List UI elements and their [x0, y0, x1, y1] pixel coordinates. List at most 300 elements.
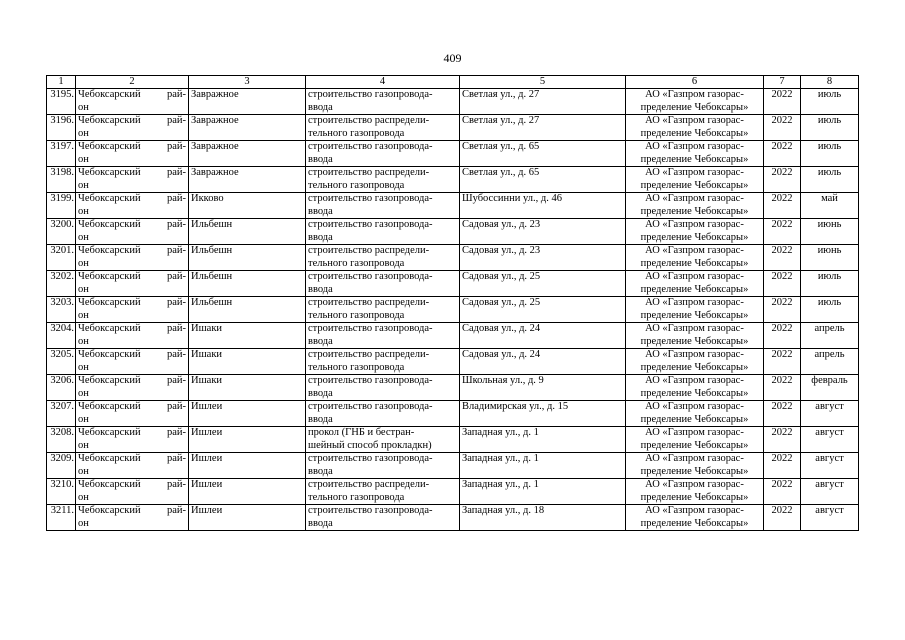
district-line	[78, 245, 186, 258]
column-header: 7	[764, 76, 801, 89]
district-word: рай-	[166, 115, 186, 126]
district-word: рай-	[166, 427, 186, 438]
district-cell	[76, 297, 189, 323]
table-row	[47, 115, 859, 141]
organization-line: пределение Чебоксары»	[640, 257, 749, 269]
table-row	[47, 89, 859, 115]
organization-cell	[626, 193, 764, 219]
locality-cell: Ильбешн	[189, 271, 306, 297]
locality-cell: Завражное	[189, 167, 306, 193]
work-type-line: тельного газопровода	[308, 361, 405, 373]
organization-cell	[626, 323, 764, 349]
locality-cell: Завражное	[189, 115, 306, 141]
address-cell: Школьная ул., д. 9	[460, 375, 626, 401]
organization-line: АО «Газпром газорас-	[645, 401, 744, 412]
year-cell: 2022	[764, 401, 801, 427]
work-type-line: строительство газопровода-	[308, 401, 433, 412]
locality-cell: Ильбешн	[189, 219, 306, 245]
table-body	[47, 76, 859, 531]
organization-cell	[626, 219, 764, 245]
year-cell: 2022	[764, 297, 801, 323]
district-line: он	[78, 361, 89, 373]
organization-line: АО «Газпром газорас-	[645, 89, 744, 100]
work-type-cell	[306, 141, 460, 167]
district-line: он	[78, 465, 89, 477]
organization-line: АО «Газпром газорас-	[645, 427, 744, 438]
work-type-line: ввода	[308, 465, 333, 477]
row-number-cell: 3207.	[47, 401, 76, 427]
locality-cell: Ишаки	[189, 323, 306, 349]
organization-line: пределение Чебоксары»	[640, 465, 749, 477]
district-word: рай-	[166, 271, 186, 282]
column-header: 8	[801, 76, 859, 89]
year-cell: 2022	[764, 115, 801, 141]
district-word: Чебоксарский	[78, 89, 141, 100]
month-cell: август	[801, 479, 859, 505]
work-type-line: шейный способ прокладкн)	[308, 439, 432, 451]
district-word: Чебоксарский	[78, 219, 141, 230]
district-line	[78, 453, 186, 466]
district-word: рай-	[166, 323, 186, 334]
year-cell: 2022	[764, 453, 801, 479]
organization-line: пределение Чебоксары»	[640, 413, 749, 425]
organization-line: АО «Газпром газорас-	[645, 219, 744, 230]
district-line	[78, 219, 186, 232]
work-type-cell	[306, 271, 460, 297]
district-word: рай-	[166, 505, 186, 516]
district-line: он	[78, 439, 89, 451]
month-cell: апрель	[801, 349, 859, 375]
organization-cell	[626, 349, 764, 375]
district-line	[78, 89, 186, 102]
district-line	[78, 193, 186, 206]
organization-line: пределение Чебоксары»	[640, 517, 749, 529]
address-cell: Светлая ул., д. 65	[460, 141, 626, 167]
table-row	[47, 141, 859, 167]
district-line: он	[78, 491, 89, 503]
district-word: Чебоксарский	[78, 453, 141, 464]
work-type-cell	[306, 375, 460, 401]
district-word: рай-	[166, 167, 186, 178]
organization-line: АО «Газпром газорас-	[645, 193, 744, 204]
organization-cell	[626, 453, 764, 479]
work-type-line: строительство распредели-	[308, 349, 430, 360]
organization-cell	[626, 427, 764, 453]
organization-line: АО «Газпром газорас-	[645, 349, 744, 360]
address-cell: Садовая ул., д. 25	[460, 297, 626, 323]
work-type-line: строительство распредели-	[308, 245, 430, 256]
month-cell: август	[801, 453, 859, 479]
organization-line: пределение Чебоксары»	[640, 361, 749, 373]
work-type-line: строительство распредели-	[308, 479, 430, 490]
organization-cell	[626, 375, 764, 401]
district-line	[78, 297, 186, 310]
work-type-line: строительство газопровода-	[308, 271, 433, 282]
district-cell	[76, 219, 189, 245]
district-word: Чебоксарский	[78, 401, 141, 412]
year-cell: 2022	[764, 505, 801, 531]
locality-cell: Ишаки	[189, 349, 306, 375]
work-type-line: ввода	[308, 101, 333, 113]
work-type-cell	[306, 427, 460, 453]
district-word: Чебоксарский	[78, 349, 141, 360]
district-line	[78, 271, 186, 284]
work-type-line: ввода	[308, 335, 333, 347]
district-cell	[76, 505, 189, 531]
table-row	[47, 427, 859, 453]
year-cell: 2022	[764, 271, 801, 297]
month-cell: июнь	[801, 219, 859, 245]
table-row	[47, 375, 859, 401]
organization-line: пределение Чебоксары»	[640, 387, 749, 399]
address-cell: Владимирская ул., д. 15	[460, 401, 626, 427]
row-number-cell: 3195.	[47, 89, 76, 115]
work-type-line: тельного газопровода	[308, 127, 405, 139]
month-cell: май	[801, 193, 859, 219]
locality-cell: Икково	[189, 193, 306, 219]
work-type-cell	[306, 401, 460, 427]
organization-line: пределение Чебоксары»	[640, 283, 749, 295]
year-cell: 2022	[764, 427, 801, 453]
organization-cell	[626, 167, 764, 193]
organization-line: пределение Чебоксары»	[640, 179, 749, 191]
district-line	[78, 401, 186, 414]
month-cell: июль	[801, 297, 859, 323]
work-type-line: тельного газопровода	[308, 179, 405, 191]
table-row	[47, 167, 859, 193]
work-type-line: строительство газопровода-	[308, 141, 433, 152]
address-cell: Светлая ул., д. 27	[460, 89, 626, 115]
month-cell: июль	[801, 141, 859, 167]
district-line: он	[78, 231, 89, 243]
month-cell: август	[801, 401, 859, 427]
table-row	[47, 479, 859, 505]
district-line: он	[78, 309, 89, 321]
district-line: он	[78, 153, 89, 165]
work-type-cell	[306, 245, 460, 271]
row-number-cell: 3206.	[47, 375, 76, 401]
row-number-cell: 3210.	[47, 479, 76, 505]
address-cell: Шубоссинни ул., д. 46	[460, 193, 626, 219]
work-type-line: ввода	[308, 283, 333, 295]
district-word: рай-	[166, 401, 186, 412]
locality-cell: Ишлеи	[189, 401, 306, 427]
locality-cell: Ишлеи	[189, 505, 306, 531]
district-word: рай-	[166, 297, 186, 308]
table-row	[47, 323, 859, 349]
year-cell: 2022	[764, 167, 801, 193]
work-type-line: ввода	[308, 413, 333, 425]
district-cell	[76, 115, 189, 141]
work-type-line: ввода	[308, 517, 333, 529]
table-row	[47, 297, 859, 323]
month-cell: июль	[801, 167, 859, 193]
organization-line: пределение Чебоксары»	[640, 439, 749, 451]
work-type-line: тельного газопровода	[308, 309, 405, 321]
work-type-line: ввода	[308, 153, 333, 165]
column-header: 4	[306, 76, 460, 89]
table-row	[47, 193, 859, 219]
row-number-cell: 3200.	[47, 219, 76, 245]
district-cell	[76, 271, 189, 297]
district-word: рай-	[166, 219, 186, 230]
district-word: Чебоксарский	[78, 245, 141, 256]
work-type-line: тельного газопровода	[308, 257, 405, 269]
year-cell: 2022	[764, 89, 801, 115]
work-type-line: тельного газопровода	[308, 491, 405, 503]
district-cell	[76, 453, 189, 479]
district-cell	[76, 349, 189, 375]
month-cell: август	[801, 505, 859, 531]
table-row	[47, 219, 859, 245]
month-cell: апрель	[801, 323, 859, 349]
organization-cell	[626, 115, 764, 141]
organization-line: пределение Чебоксары»	[640, 153, 749, 165]
address-cell: Садовая ул., д. 24	[460, 323, 626, 349]
work-type-line: строительство распредели-	[308, 167, 430, 178]
district-word: Чебоксарский	[78, 167, 141, 178]
district-word: рай-	[166, 479, 186, 490]
month-cell: август	[801, 427, 859, 453]
district-line: он	[78, 101, 89, 113]
year-cell: 2022	[764, 375, 801, 401]
district-line: он	[78, 179, 89, 191]
row-number-cell: 3209.	[47, 453, 76, 479]
work-type-line: прокол (ГНБ и бестран-	[308, 427, 415, 438]
district-line: он	[78, 335, 89, 347]
district-word: рай-	[166, 375, 186, 386]
district-line	[78, 375, 186, 388]
row-number-cell: 3201.	[47, 245, 76, 271]
organization-line: пределение Чебоксары»	[640, 205, 749, 217]
work-type-line: строительство газопровода-	[308, 453, 433, 464]
month-cell: июнь	[801, 245, 859, 271]
organization-cell	[626, 271, 764, 297]
address-cell: Садовая ул., д. 23	[460, 245, 626, 271]
district-word: Чебоксарский	[78, 141, 141, 152]
district-word: рай-	[166, 453, 186, 464]
work-type-line: строительство газопровода-	[308, 89, 433, 100]
organization-line: АО «Газпром газорас-	[645, 245, 744, 256]
register-table	[46, 75, 859, 531]
work-type-line: строительство распредели-	[308, 115, 430, 126]
row-number-cell: 3208.	[47, 427, 76, 453]
table-row	[47, 271, 859, 297]
organization-line: АО «Газпром газорас-	[645, 323, 744, 334]
year-cell: 2022	[764, 245, 801, 271]
work-type-line: строительство газопровода-	[308, 323, 433, 334]
work-type-cell	[306, 115, 460, 141]
district-line	[78, 349, 186, 362]
work-type-line: ввода	[308, 205, 333, 217]
address-cell: Садовая ул., д. 25	[460, 271, 626, 297]
work-type-line: ввода	[308, 387, 333, 399]
district-word: рай-	[166, 89, 186, 100]
district-word: рай-	[166, 193, 186, 204]
organization-line: АО «Газпром газорас-	[645, 167, 744, 178]
organization-cell	[626, 141, 764, 167]
locality-cell: Ишлеи	[189, 453, 306, 479]
organization-line: АО «Газпром газорас-	[645, 297, 744, 308]
district-word: рай-	[166, 245, 186, 256]
year-cell: 2022	[764, 219, 801, 245]
address-cell: Западная ул., д. 1	[460, 427, 626, 453]
address-cell: Светлая ул., д. 27	[460, 115, 626, 141]
year-cell: 2022	[764, 141, 801, 167]
district-cell	[76, 375, 189, 401]
district-word: Чебоксарский	[78, 505, 141, 516]
organization-line: АО «Газпром газорас-	[645, 271, 744, 282]
district-line	[78, 427, 186, 440]
work-type-cell	[306, 89, 460, 115]
organization-line: пределение Чебоксары»	[640, 127, 749, 139]
organization-line: пределение Чебоксары»	[640, 231, 749, 243]
district-cell	[76, 245, 189, 271]
district-line: он	[78, 387, 89, 399]
address-cell: Светлая ул., д. 65	[460, 167, 626, 193]
work-type-line: строительство распредели-	[308, 297, 430, 308]
district-word: Чебоксарский	[78, 427, 141, 438]
table-row	[47, 349, 859, 375]
work-type-cell	[306, 505, 460, 531]
district-line	[78, 115, 186, 128]
locality-cell: Завражное	[189, 89, 306, 115]
month-cell: июль	[801, 115, 859, 141]
organization-cell	[626, 297, 764, 323]
district-line: он	[78, 283, 89, 295]
work-type-cell	[306, 167, 460, 193]
work-type-line: строительство газопровода-	[308, 193, 433, 204]
district-cell	[76, 323, 189, 349]
locality-cell: Завражное	[189, 141, 306, 167]
district-line: он	[78, 413, 89, 425]
district-line	[78, 141, 186, 154]
locality-cell: Ишлеи	[189, 479, 306, 505]
district-line: он	[78, 205, 89, 217]
row-number-cell: 3203.	[47, 297, 76, 323]
row-number-cell: 3196.	[47, 115, 76, 141]
district-cell	[76, 167, 189, 193]
organization-cell	[626, 401, 764, 427]
work-type-line: строительство газопровода-	[308, 375, 433, 386]
row-number-cell: 3204.	[47, 323, 76, 349]
district-word: Чебоксарский	[78, 297, 141, 308]
district-cell	[76, 89, 189, 115]
address-cell: Садовая ул., д. 23	[460, 219, 626, 245]
row-number-cell: 3198.	[47, 167, 76, 193]
district-line	[78, 479, 186, 492]
address-cell: Садовая ул., д. 24	[460, 349, 626, 375]
work-type-cell	[306, 479, 460, 505]
month-cell: июль	[801, 89, 859, 115]
organization-line: АО «Газпром газорас-	[645, 479, 744, 490]
organization-line: пределение Чебоксары»	[640, 101, 749, 113]
table-row	[47, 505, 859, 531]
table-row	[47, 401, 859, 427]
table-header-row	[47, 76, 859, 89]
organization-line: АО «Газпром газорас-	[645, 375, 744, 386]
district-word: рай-	[166, 349, 186, 360]
district-word: рай-	[166, 141, 186, 152]
locality-cell: Ишлеи	[189, 427, 306, 453]
year-cell: 2022	[764, 349, 801, 375]
row-number-cell: 3211.	[47, 505, 76, 531]
work-type-cell	[306, 453, 460, 479]
district-cell	[76, 401, 189, 427]
table-row	[47, 453, 859, 479]
district-line	[78, 323, 186, 336]
district-line	[78, 167, 186, 180]
district-cell	[76, 479, 189, 505]
column-header: 2	[76, 76, 189, 89]
organization-cell	[626, 505, 764, 531]
district-word: Чебоксарский	[78, 115, 141, 126]
work-type-cell	[306, 323, 460, 349]
organization-line: АО «Газпром газорас-	[645, 505, 744, 516]
row-number-cell: 3202.	[47, 271, 76, 297]
district-word: Чебоксарский	[78, 323, 141, 334]
district-cell	[76, 141, 189, 167]
year-cell: 2022	[764, 323, 801, 349]
month-cell: июль	[801, 271, 859, 297]
row-number-cell: 3205.	[47, 349, 76, 375]
locality-cell: Ильбешн	[189, 245, 306, 271]
organization-line: пределение Чебоксары»	[640, 491, 749, 503]
work-type-cell	[306, 349, 460, 375]
column-header: 5	[460, 76, 626, 89]
address-cell: Западная ул., д. 18	[460, 505, 626, 531]
locality-cell: Ишаки	[189, 375, 306, 401]
district-line: он	[78, 257, 89, 269]
work-type-line: ввода	[308, 231, 333, 243]
column-header: 6	[626, 76, 764, 89]
year-cell: 2022	[764, 193, 801, 219]
district-word: Чебоксарский	[78, 479, 141, 490]
work-type-cell	[306, 193, 460, 219]
table-row	[47, 245, 859, 271]
district-word: Чебоксарский	[78, 375, 141, 386]
district-line: он	[78, 127, 89, 139]
organization-cell	[626, 245, 764, 271]
district-line: он	[78, 517, 89, 529]
district-cell	[76, 193, 189, 219]
address-cell: Западная ул., д. 1	[460, 453, 626, 479]
district-word: Чебоксарский	[78, 193, 141, 204]
page-number: 409	[443, 51, 462, 65]
organization-line: пределение Чебоксары»	[640, 335, 749, 347]
year-cell: 2022	[764, 479, 801, 505]
work-type-cell	[306, 219, 460, 245]
organization-cell	[626, 89, 764, 115]
work-type-cell	[306, 297, 460, 323]
organization-line: пределение Чебоксары»	[640, 309, 749, 321]
locality-cell: Ильбешн	[189, 297, 306, 323]
organization-line: АО «Газпром газорас-	[645, 115, 744, 126]
column-header: 1	[47, 76, 76, 89]
address-cell: Западная ул., д. 1	[460, 479, 626, 505]
row-number-cell: 3197.	[47, 141, 76, 167]
organization-line: АО «Газпром газорас-	[645, 453, 744, 464]
organization-line: АО «Газпром газорас-	[645, 141, 744, 152]
work-type-line: строительство газопровода-	[308, 505, 433, 516]
column-header: 3	[189, 76, 306, 89]
district-word: Чебоксарский	[78, 271, 141, 282]
organization-cell	[626, 479, 764, 505]
district-cell	[76, 427, 189, 453]
work-type-line: строительство газопровода-	[308, 219, 433, 230]
district-line	[78, 505, 186, 518]
row-number-cell: 3199.	[47, 193, 76, 219]
